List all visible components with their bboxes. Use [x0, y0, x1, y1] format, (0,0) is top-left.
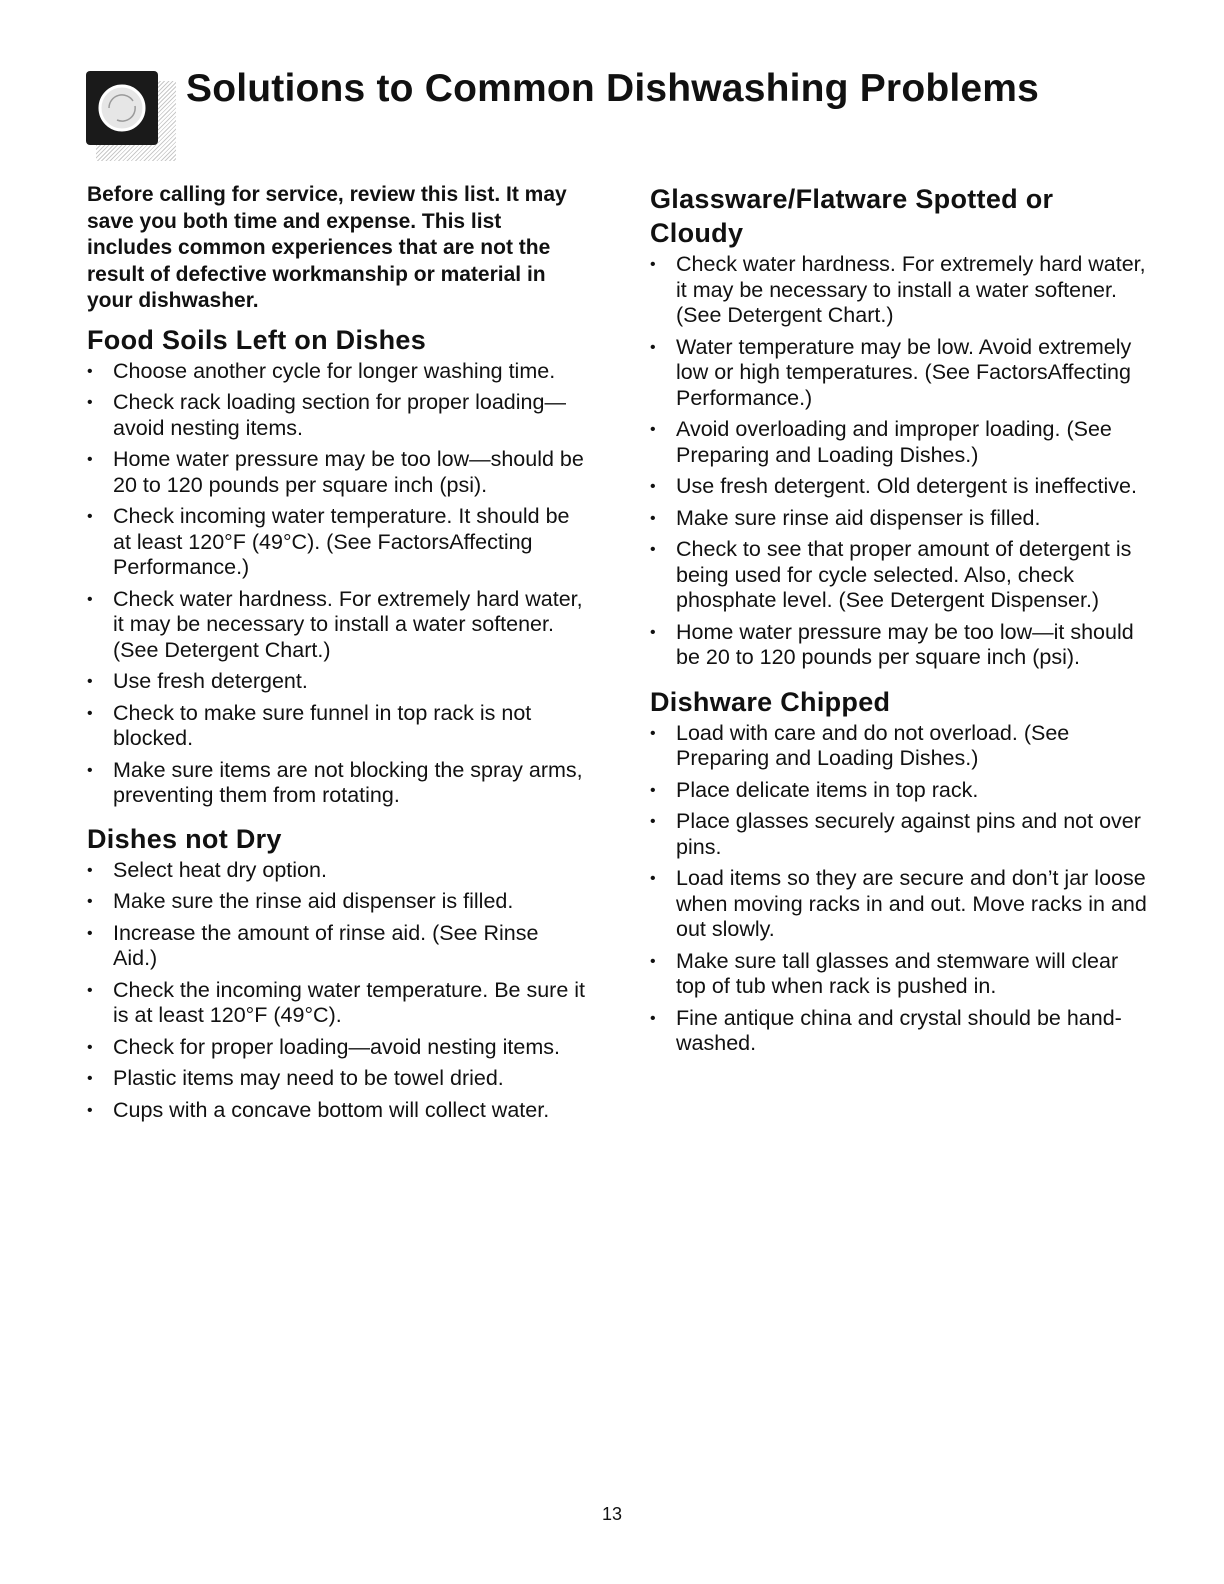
list-item: • Use fresh detergent. Old detergent is ineffective. [650, 474, 1150, 500]
list-item: • Check water hardness. For extremely hard water, it may be necessary to install a water softener. (See Detergent Chart.) [650, 252, 1150, 329]
list-item: • Use fresh detergent. [87, 669, 587, 695]
page-number: 13 [601, 1504, 623, 1524]
list-item: • Make sure rinse aid dispenser is filled. [650, 506, 1150, 532]
section-heading-glassware-spotted: Glassware/Flatware Spotted or Cloudy [650, 184, 1054, 248]
list-item: • Fine antique china and crystal should be hand-washed. [650, 1006, 1150, 1057]
list-item: • Make sure the rinse aid dispenser is filled. [87, 889, 587, 915]
list-item: • Place glasses securely against pins and not over pins. [650, 809, 1150, 860]
dishwasher-icon [86, 71, 176, 161]
list-item: • Check to make sure funnel in top rack is not blocked. [87, 701, 587, 752]
list-item: • Home water pressure may be too low—it should be 20 to 120 pounds per square inch (psi). [650, 620, 1150, 671]
section-heading-food-soils: Food Soils Left on Dishes [87, 324, 427, 355]
list-item: • Home water pressure may be too low—should be 20 to 120 pounds per square inch (psi). [87, 447, 587, 498]
list-item: • Plastic items may need to be towel dried. [87, 1066, 587, 1092]
list-item: • Make sure tall glasses and stemware will clear top of tub when rack is pushed in. [650, 949, 1150, 1000]
intro-text: Before calling for service, review this list. It may save you both time and expense. This list includes common experiences that are not the result of defective workmanship or material in your dishwasher. [87, 183, 567, 312]
list-item: • Check water hardness. For extremely hard water, it may be necessary to install a water softener. (See Detergent Chart.) [87, 587, 587, 664]
section-heading-dishware-chipped: Dishware Chipped [650, 686, 891, 717]
food-soils-list [87, 359, 587, 809]
left-column [87, 182, 587, 1129]
right-column [650, 182, 1150, 1063]
section-heading-dishes-not-dry: Dishes not Dry [87, 823, 282, 854]
list-item: • Water temperature may be low. Avoid extremely low or high temperatures. (See FactorsAffecting Performance.) [650, 335, 1150, 412]
list-item: • Load items so they are secure and don’t jar loose when moving racks in and out. Move racks in and out slowly. [650, 866, 1150, 943]
list-item: • Check incoming water temperature. It should be at least 120°F (49°C). (See FactorsAffecting Performance.) [87, 504, 587, 581]
dishware-chipped-list [650, 721, 1150, 1057]
list-item: • Load with care and do not overload. (See Preparing and Loading Dishes.) [650, 721, 1150, 772]
list-item: • Avoid overloading and improper loading. (See Preparing and Loading Dishes.) [650, 417, 1150, 468]
list-item: • Check the incoming water temperature. Be sure it is at least 120°F (49°C). [87, 978, 587, 1029]
list-item: • Check for proper loading—avoid nesting items. [87, 1035, 587, 1061]
page-header [86, 66, 1086, 158]
list-item: • Select heat dry option. [87, 858, 587, 884]
list-item: • Choose another cycle for longer washing time. [87, 359, 587, 385]
list-item: • Increase the amount of rinse aid. (See Rinse Aid.) [87, 921, 587, 972]
page-title: Solutions to Common Dishwashing Problems [186, 67, 1040, 110]
glassware-spotted-list [650, 252, 1150, 671]
list-item: • Make sure items are not blocking the spray arms, preventing them from rotating. [87, 758, 587, 809]
dishes-not-dry-list [87, 858, 587, 1124]
list-item: • Check to see that proper amount of detergent is being used for cycle selected. Also, check phosphate level. (See Detergent Dispenser.) [650, 537, 1150, 614]
list-item: • Cups with a concave bottom will collect water. [87, 1098, 587, 1124]
list-item: • Place delicate items in top rack. [650, 778, 1150, 804]
list-item: • Check rack loading section for proper loading—avoid nesting items. [87, 390, 587, 441]
